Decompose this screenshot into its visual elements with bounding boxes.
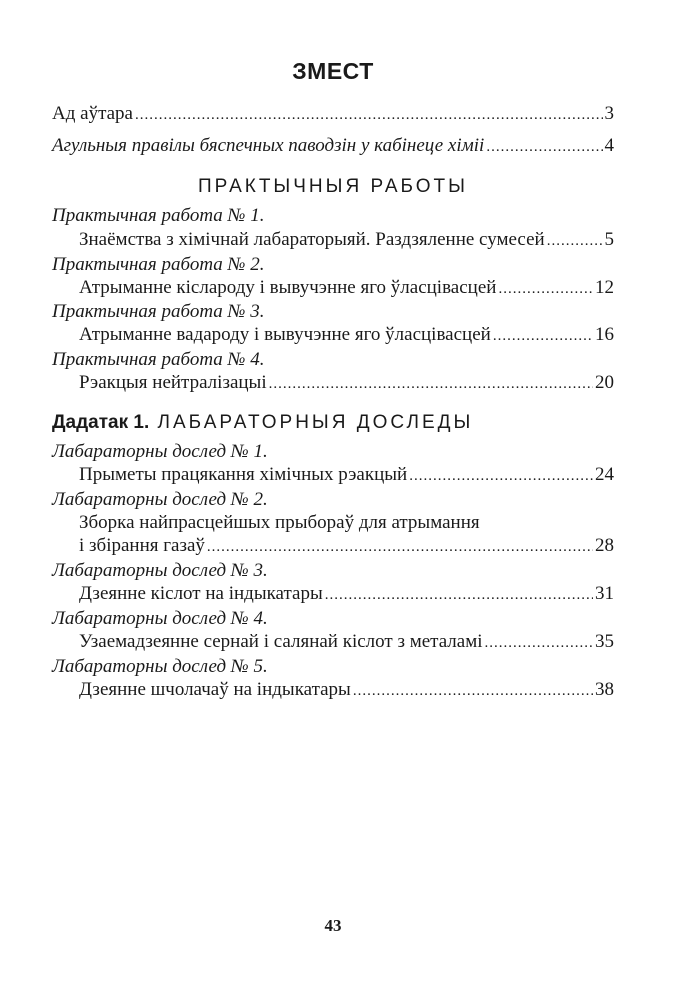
toc-entry-practical-4[interactable] bbox=[52, 371, 614, 396]
leader-dots bbox=[547, 229, 603, 253]
leader-dots bbox=[486, 135, 602, 159]
leader-dots bbox=[493, 324, 593, 348]
toc-entry-safety-rules[interactable] bbox=[52, 134, 614, 159]
appendix-label: Дадатак 1. bbox=[52, 412, 150, 433]
toc-entry-lab-3[interactable] bbox=[52, 582, 614, 607]
toc-entry-label: Атрыманне вадароду і вывучэнне яго ўласцівасцей bbox=[79, 324, 491, 345]
toc-entry-practical-2[interactable] bbox=[52, 276, 614, 301]
toc-entry-label: Атрыманне кіслароду і вывучэнне яго ўласцівасцей bbox=[79, 277, 497, 298]
leader-dots bbox=[207, 535, 593, 559]
toc-entry-label: Знаёмства з хімічнай лабараторыяй. Раздзяленне сумесей bbox=[79, 229, 545, 250]
toc-entry-lab-2-line1[interactable] bbox=[52, 511, 614, 535]
leader-dots bbox=[498, 277, 593, 301]
toc-subhead: Лабараторны дослед № 4. bbox=[52, 608, 268, 629]
table-of-contents-page bbox=[52, 0, 614, 1000]
toc-entry-page: 16 bbox=[595, 324, 614, 345]
toc-subhead: Практычная работа № 2. bbox=[52, 254, 265, 275]
leader-dots bbox=[485, 631, 593, 655]
leader-dots bbox=[353, 679, 593, 703]
toc-entry-page: 35 bbox=[595, 631, 614, 652]
section-heading-appendix bbox=[52, 412, 614, 434]
toc-entry-author[interactable] bbox=[52, 102, 614, 127]
leader-dots bbox=[409, 464, 593, 488]
toc-subhead: Практычная работа № 3. bbox=[52, 301, 265, 322]
toc-entry-label-line1: Зборка найпрасцейшых прыбораў для атрымання bbox=[79, 512, 480, 533]
appendix-title: ЛАБАРАТОРНЫЯ ДОСЛЕДЫ bbox=[157, 412, 474, 433]
toc-subhead: Практычная работа № 1. bbox=[52, 205, 265, 226]
toc-subhead: Лабараторны дослед № 3. bbox=[52, 560, 268, 581]
toc-subhead: Практычная работа № 4. bbox=[52, 349, 265, 370]
toc-entry-page: 3 bbox=[604, 103, 614, 124]
toc-entry-page: 28 bbox=[595, 535, 614, 556]
toc-entry-label: Дзеянне шчолачаў на індыкатары bbox=[79, 679, 351, 700]
leader-dots bbox=[135, 103, 603, 127]
toc-entry-label: Прыметы працякання хімічных рэакцый bbox=[79, 464, 408, 485]
toc-entry-page: 38 bbox=[595, 679, 614, 700]
toc-entry-page: 5 bbox=[604, 229, 614, 250]
toc-entry-page: 24 bbox=[595, 464, 614, 485]
leader-dots bbox=[269, 372, 593, 396]
toc-entry-label: Рэакцыя нейтралізацыі bbox=[79, 372, 267, 393]
toc-entry-page: 20 bbox=[595, 372, 614, 393]
toc-entry-label: Ад аўтара bbox=[52, 103, 133, 124]
toc-entry-practical-3[interactable] bbox=[52, 323, 614, 348]
toc-entry-lab-1[interactable] bbox=[52, 463, 614, 488]
toc-subhead: Лабараторны дослед № 1. bbox=[52, 441, 268, 462]
toc-entry-label: Агульныя правілы бяспечных паводзін у кабінеце хіміі bbox=[52, 135, 485, 156]
toc-entry-label: і збірання газаў bbox=[79, 535, 205, 556]
leader-dots bbox=[325, 583, 593, 607]
page-number: 43 bbox=[324, 916, 342, 935]
toc-subhead: Лабараторны дослед № 5. bbox=[52, 656, 268, 677]
toc-entry-lab-4[interactable] bbox=[52, 630, 614, 655]
toc-entry-lab-5[interactable] bbox=[52, 678, 614, 703]
toc-entry-lab-2[interactable] bbox=[52, 534, 614, 559]
toc-entry-page: 4 bbox=[604, 135, 614, 156]
toc-subhead: Лабараторны дослед № 2. bbox=[52, 489, 268, 510]
section-heading-practical: ПРАКТЫЧНЫЯ РАБОТЫ bbox=[198, 176, 468, 197]
toc-entry-page: 31 bbox=[595, 583, 614, 604]
page-title: ЗМЕСТ bbox=[292, 58, 374, 84]
toc-entry-label: Узаемадзеянне сернай і салянай кіслот з металамі bbox=[79, 631, 483, 652]
toc-entry-label: Дзеянне кіслот на індыкатары bbox=[79, 583, 323, 604]
toc-entry-page: 12 bbox=[595, 277, 614, 298]
toc-entry-practical-1[interactable] bbox=[52, 228, 614, 253]
